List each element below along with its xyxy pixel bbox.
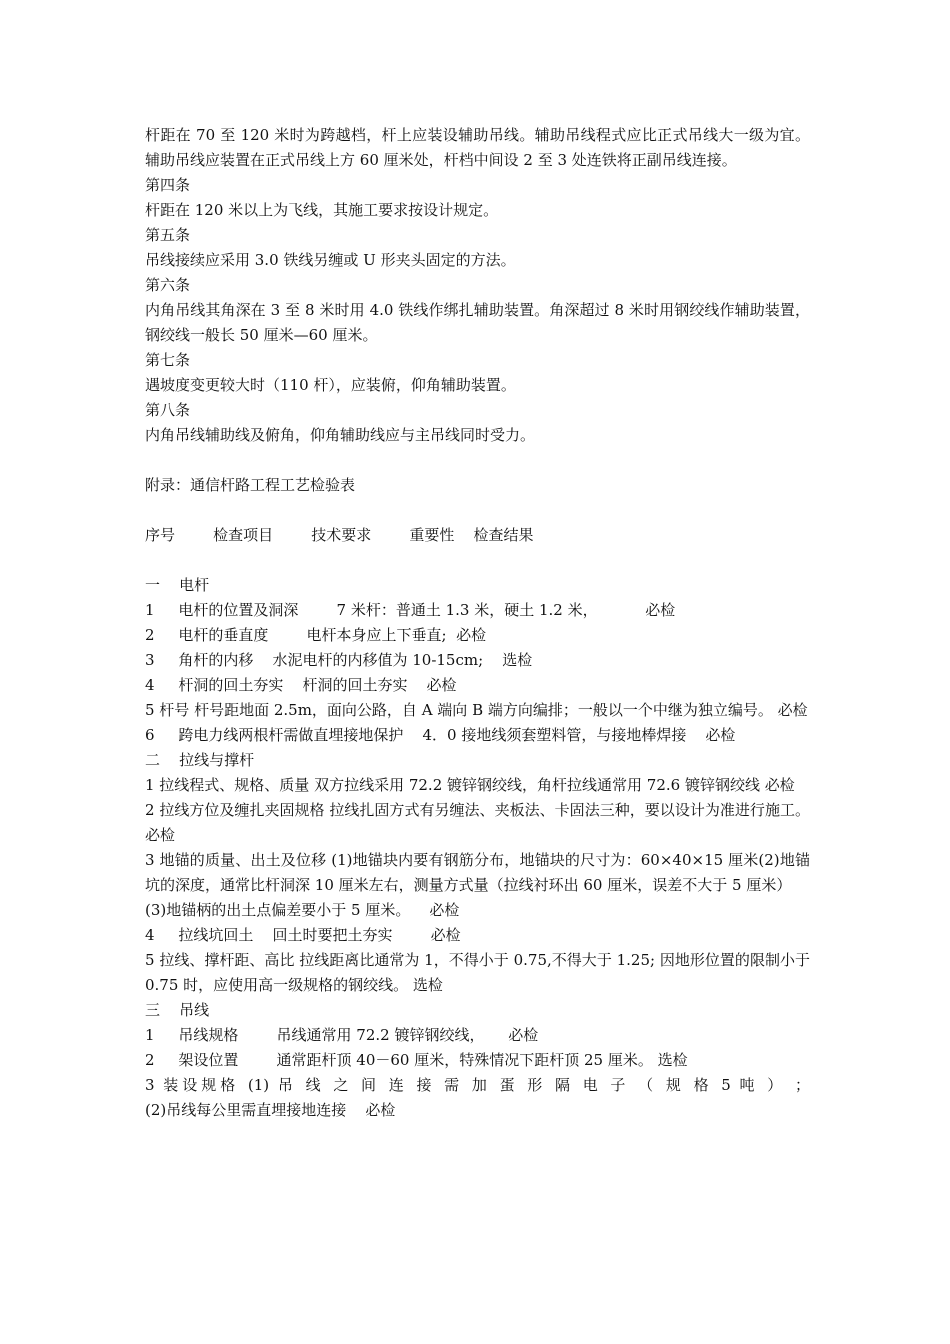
text-paragraph: 内角吊线辅助线及俯角，仰角辅助线应与主吊线同时受力。	[145, 426, 536, 444]
blank-line	[145, 498, 810, 523]
blank-line	[145, 548, 810, 573]
text-paragraph: 内角吊线其角深在 3 至 8 米时用 4.0 铁线作绑扎辅助装置。角深超过 8 米时用钢绞线作辅助装置，钢绞线一般长 50 厘米—60 厘米。	[145, 301, 810, 344]
text-paragraph: 第七条	[145, 351, 191, 369]
text-paragraph: (2)吊线每公里需直埋接地连接 必检	[145, 1101, 396, 1119]
document-body	[145, 123, 810, 1123]
text-paragraph: 杆距在 120 米以上为飞线，其施工要求按设计规定。	[145, 201, 499, 219]
text-paragraph: 2 电杆的垂直度 电杆本身应上下垂直; 必检	[145, 626, 487, 644]
text-paragraph: 杆距在 70 至 120 米时为跨越档，杆上应装设辅助吊线。辅助吊线程式应比正式吊线大一级为宜。辅助吊线应装置在正式吊线上方 60 厘米处，杆档中间设 2 至 3 处连铁将正副吊线连接。	[145, 126, 810, 169]
text-paragraph: 1 电杆的位置及洞深 7 米杆：普通土 1.3 米，硬土 1.2 米， 必检	[145, 601, 676, 619]
text-paragraph: (3)地锚柄的出土点偏差要小于 5 厘米。 必检	[145, 901, 460, 919]
text-paragraph: 5 杆号 杆号距地面 2.5m，面向公路，自 A 端向 B 端方向编排；一般以一个中继为独立编号。 必检	[145, 701, 808, 719]
text-paragraph: 附录：通信杆路工程工艺检验表	[145, 476, 356, 494]
text-paragraph: 第四条	[145, 176, 191, 194]
text-paragraph: 一 电杆	[145, 576, 210, 594]
text-paragraph: 4 杆洞的回土夯实 杆洞的回土夯实 必检	[145, 676, 457, 694]
text-paragraph: 吊线接续应采用 3.0 铁线另缠或 U 形夹头固定的方法。	[145, 251, 516, 269]
text-paragraph: 1 拉线程式、规格、质量 双方拉线采用 72.2 镀锌钢绞线，角杆拉线通常用 72.6 镀锌钢绞线 必检	[145, 776, 795, 794]
text-paragraph: 2 拉线方位及缠扎夹固规格 拉线扎固方式有另缠法、夹板法、卡固法三种，要以设计为准进行施工。 必检	[145, 801, 810, 844]
text-paragraph: 第八条	[145, 401, 191, 419]
text-paragraph: 3 地锚的质量、出土及位移 (1)地锚块内要有钢筋分布，地锚块的尺寸为：60×40×15 厘米(2)地锚坑的深度，通常比杆洞深 10 厘米左右，测量方式量（拉线衬环出 60 厘米，误差不大于 5 厘米）	[145, 851, 810, 894]
text-paragraph: 第六条	[145, 276, 191, 294]
text-paragraph: 1 吊线规格 吊线通常用 72.2 镀锌钢绞线， 必检	[145, 1026, 539, 1044]
text-paragraph: 三 吊线	[145, 1001, 210, 1019]
text-paragraph: 遇坡度变更较大时（110 杆），应装俯，仰角辅助装置。	[145, 376, 516, 394]
text-paragraph: 5 拉线、撑杆距、高比 拉线距离比通常为 1，不得小于 0.75,不得大于 1.25; 因地形位置的限制小于 0.75 时，应使用高一级规格的钢绞线。 选检	[145, 951, 810, 994]
text-paragraph: 序号 检查项目 技术要求 重要性 检查结果	[145, 526, 534, 544]
text-paragraph: 4 拉线坑回土 回土时要把土夯实 必检	[145, 926, 461, 944]
blank-line	[145, 448, 810, 473]
text-paragraph: 3 装设规格 (1) 吊 线 之 间 连 接 需 加 蛋 形 隔 电 子 （ 规 格 5 吨 ） ；	[145, 1076, 810, 1094]
text-paragraph: 二 拉线与撑杆	[145, 751, 255, 769]
text-paragraph: 3 角杆的内移 水泥电杆的内移值为 10-15cm; 选检	[145, 651, 533, 669]
text-paragraph: 6 跨电力线两根杆需做直埋接地保护 4．0 接地线须套塑料管，与接地棒焊接 必检	[145, 726, 736, 744]
text-paragraph: 2 架设位置 通常距杆顶 40－60 厘米，特殊情况下距杆顶 25 厘米。 选检	[145, 1051, 688, 1069]
text-paragraph: 第五条	[145, 226, 191, 244]
